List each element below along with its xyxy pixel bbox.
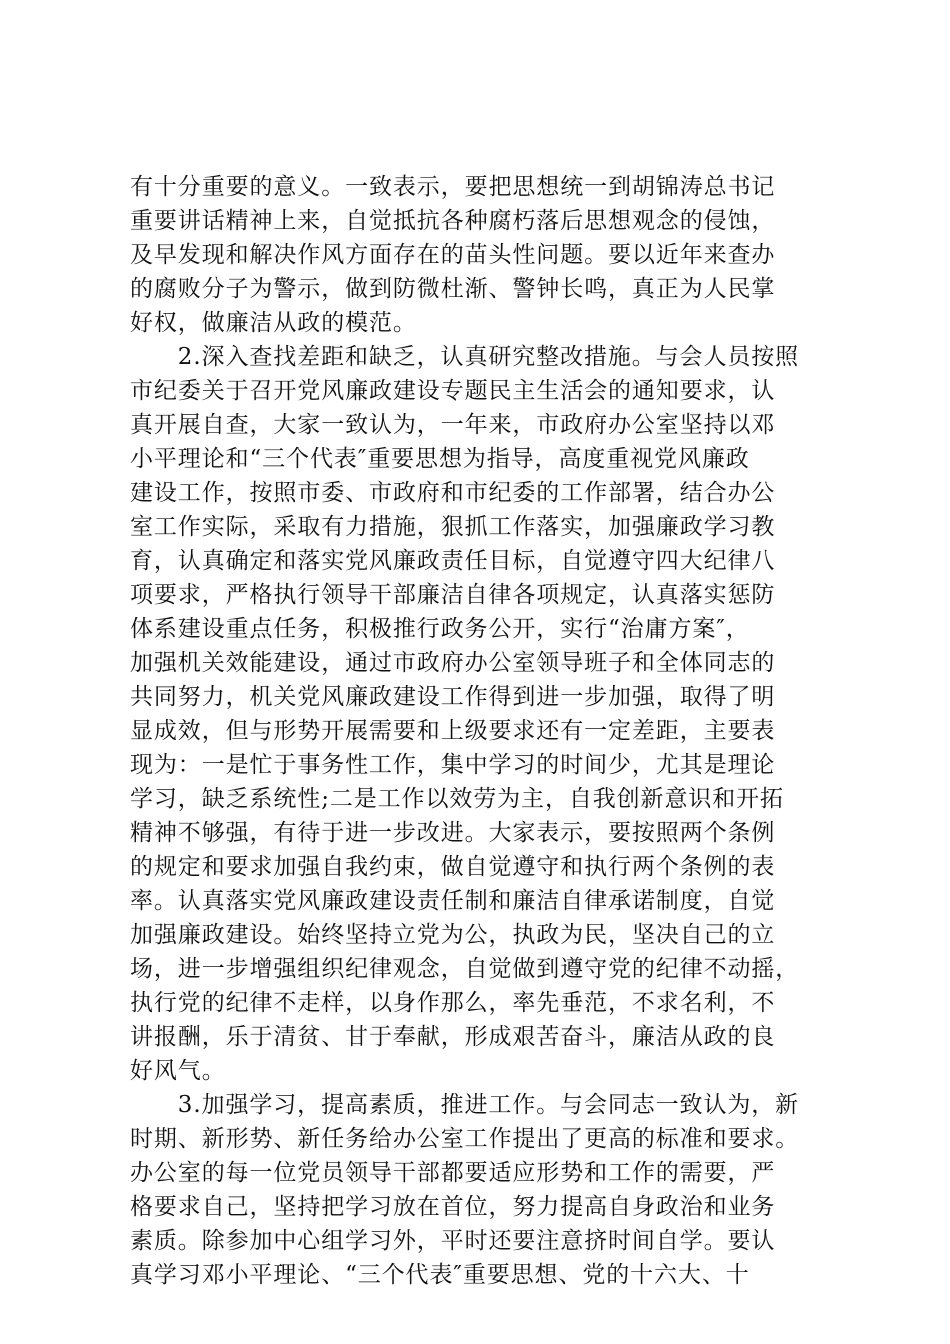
text-line: 办公室的每一位党员领导干部都要适应形势和工作的需要，严 <box>130 1160 776 1186</box>
text-line: 精神不够强，有待于进一步改进。大家表示，要按照两个条例 <box>130 820 776 846</box>
text-line: 项要求，严格执行领导干部廉洁自律各项规定，认真落实惩防 <box>130 582 776 608</box>
text-line: 及早发现和解决作风方面存在的苗头性问题。要以近年来查办 <box>130 242 776 268</box>
text-line: 率。认真落实党风廉政建设责任制和廉洁自律承诺制度，自觉 <box>130 888 776 914</box>
text-line: 育，认真确定和落实党风廉政责任目标，自觉遵守四大纪律八 <box>130 548 776 574</box>
text-line: 2.深入查找差距和缺乏，认真研究整改措施。与会人员按照 <box>130 344 800 370</box>
document-body <box>130 170 830 1292</box>
text-line: 有十分重要的意义。一致表示，要把思想统一到胡锦涛总书记 <box>130 174 776 200</box>
text-line: 好权，做廉洁从政的模范。 <box>130 310 417 336</box>
text-line: 室工作实际，采取有力措施，狠抓工作落实，加强廉政学习教 <box>130 514 776 540</box>
text-line: 市纪委关于召开党风廉政建设专题民主生活会的通知要求，认 <box>130 378 776 404</box>
text-line: 真学习邓小平理论、“三个代表″重要思想、党的十六大、十 <box>130 1262 750 1288</box>
text-line: 加强机关效能建设，通过市政府办公室领导班子和全体同志的 <box>130 650 776 676</box>
text-line: 3.加强学习，提高素质，推进工作。与会同志一致认为，新 <box>130 1092 800 1118</box>
text-line: 的腐败分子为警示，做到防微杜渐、警钟长鸣，真正为人民掌 <box>130 276 776 302</box>
text-line: 执行党的纪律不走样，以身作那么，率先垂范，不求名利，不 <box>130 990 776 1016</box>
text-line: 格要求自己，坚持把学习放在首位，努力提高自身政治和业务 <box>130 1194 776 1220</box>
text-line: 重要讲话精神上来，自觉抵抗各种腐朽落后思想观念的侵蚀， <box>130 208 776 234</box>
text-line: 加强廉政建设。始终坚持立党为公，执政为民，坚决自己的立 <box>130 922 776 948</box>
text-line: 现为：一是忙于事务性工作，集中学习的时间少，尤其是理论 <box>130 752 776 778</box>
text-line: 素质。除参加中心组学习外，平时还要注意挤时间自学。要认 <box>130 1228 776 1254</box>
text-line: 共同努力，机关党风廉政建设工作得到进一步加强，取得了明 <box>130 684 776 710</box>
text-line: 建设工作，按照市委、市政府和市纪委的工作部署，结合办公 <box>130 480 776 506</box>
text-line: 时期、新形势、新任务给办公室工作提出了更高的标准和要求。 <box>130 1126 800 1152</box>
text-line: 讲报酬，乐于清贫、甘于奉献，形成艰苦奋斗，廉洁从政的良 <box>130 1024 776 1050</box>
text-line: 的规定和要求加强自我约束，做自觉遵守和执行两个条例的表 <box>130 854 776 880</box>
text-line: 好风气。 <box>130 1058 226 1084</box>
text-line: 场，进一步增强组织纪律观念，自觉做到遵守党的纪律不动摇， <box>130 956 800 982</box>
text-line: 真开展自查，大家一致认为，一年来，市政府办公室坚持以邓 <box>130 412 776 438</box>
text-line: 体系建设重点任务，积极推行政务公开，实行“治庸方案″， <box>130 616 750 642</box>
text-line: 显成效，但与形势开展需要和上级要求还有一定差距，主要表 <box>130 718 776 744</box>
text-line: 学习，缺乏系统性;二是工作以效劳为主，自我创新意识和开拓 <box>130 786 784 812</box>
text-line: 小平理论和“三个代表″重要思想为指导，高度重视党风廉政 <box>130 446 750 472</box>
